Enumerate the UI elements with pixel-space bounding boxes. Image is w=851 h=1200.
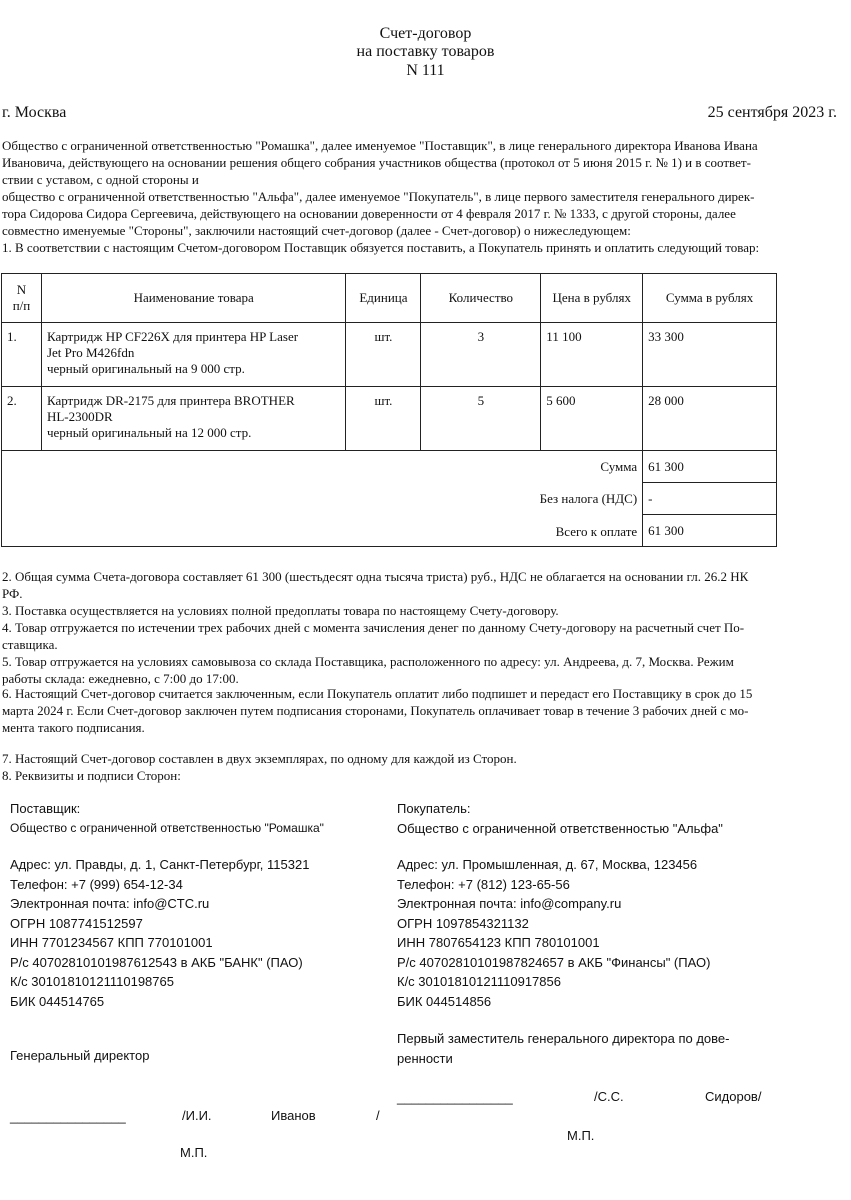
supplier-heading: Поставщик: (10, 801, 81, 816)
clause-2 (2, 568, 838, 602)
intro-paragraph (2, 137, 838, 256)
supplier-account: Р/с 40702810101987612543 в АКБ "БАНК" (ПАО) (10, 954, 303, 970)
clause-line: марта 2024 г. Если Счет-договор заключен путем подписания сторонами, Покупатель оплачивает товар в течение 3 рабочих дней с мо- (2, 703, 749, 718)
document-title: Счет-договор (379, 25, 472, 42)
buyer-surname: Сидоров/ (705, 1089, 762, 1104)
buyer-inn-kpp: ИНН 7807654123 КПП 780101001 (397, 935, 600, 950)
clause-7 (2, 750, 838, 767)
buyer-seal: М.П. (567, 1128, 595, 1143)
clause-line: 5. Товар отгружается на условиях самовывоза со склада Поставщика, расположенного по адресу: ул. Андреева, д. 7, Москва. Режим (2, 654, 734, 669)
clause-line: ставщика. (2, 637, 58, 652)
row-number: 1. (2, 323, 42, 387)
intro-line: 1. В соответствии с настоящим Счетом-договором Поставщик обязуется поставить, а Покупатель принять и оплатить следующий товар: (2, 240, 760, 255)
item-name-line: черный оригинальный на 12 000 стр. (46, 425, 252, 440)
buyer-email: Электронная почта: info@company.ru (397, 896, 622, 911)
intro-line: общество с ограниченной ответственностью "Альфа", далее именуемое "Покупатель", в лице первого заместителя генерального дирек- (2, 189, 755, 204)
clause-line: 4. Товар отгружается по истечении трех рабочих дней с момента зачисления денег по данному Счету-договору на расчетный счет По- (2, 620, 745, 635)
table-row (2, 323, 777, 387)
tax-value: - (643, 483, 777, 515)
document-subtitle: на поставку товаров (356, 43, 495, 60)
row-price: 11 100 (541, 323, 643, 387)
clause-line: 3. Поставка осуществляется на условиях полной предоплаты товара по настоящему Счету-договору. (2, 603, 559, 618)
grand-total-row (2, 515, 777, 547)
header-price: Цена в рублях (541, 274, 643, 323)
grand-total-label: Всего к оплате (2, 515, 643, 547)
row-item-name (41, 323, 346, 387)
tax-row (2, 483, 777, 515)
header-name: Наименование товара (41, 274, 346, 323)
row-item-name (41, 387, 346, 451)
row-sum: 28 000 (643, 387, 777, 451)
clause-4 (2, 619, 838, 653)
clause-line: 6. Настоящий Счет-договор считается заключенным, если Покупатель оплатит либо подпишет и передаст его Поставщику в срок до 15 (2, 686, 753, 701)
header-number: N п/п (2, 274, 42, 323)
document-date: 25 сентября 2023 г. (707, 104, 837, 121)
buyer-ogrn: ОГРН 1097854321132 (397, 915, 529, 931)
row-price: 5 600 (541, 387, 643, 451)
header-sum: Сумма в рублях (643, 274, 777, 323)
clause-3 (2, 602, 838, 619)
item-name-line: Картридж DR-2175 для принтера BROTHER (46, 393, 295, 408)
supplier-block (10, 799, 380, 1011)
grand-total-value: 61 300 (643, 515, 777, 547)
intro-line: Ивановича, действующего на основании решения общего собрания участников общества (протокол от 5 июня 2015 г. № 1) и в соответ- (2, 155, 751, 170)
clause-line: 7. Настоящий Счет-договор составлен в двух экземплярах, по одному для каждой из Сторон. (2, 751, 517, 766)
supplier-name: Общество с ограниченной ответственностью "Ромашка" (10, 820, 324, 835)
buyer-phone: Телефон: +7 (812) 123-65-56 (397, 876, 570, 892)
clause-line: 8. Реквизиты и подписи Сторон: (2, 768, 181, 783)
supplier-slash: / (376, 1108, 380, 1123)
row-quantity: 3 (421, 323, 541, 387)
supplier-surname: Иванов (271, 1108, 316, 1123)
clause-line: РФ. (2, 586, 23, 601)
header-unit: Единица (346, 274, 421, 323)
intro-line: ствии с уставом, с одной стороны и (2, 172, 199, 187)
row-number: 2. (2, 387, 42, 451)
buyer-corr-account: К/с 30101810121110917856 (397, 974, 561, 989)
tax-label: Без налога (НДС) (2, 483, 643, 515)
document-number: N 111 (406, 62, 445, 79)
clause-line: мента такого подписания. (2, 720, 145, 735)
row-unit: шт. (346, 387, 421, 451)
supplier-phone: Телефон: +7 (999) 654-12-34 (10, 876, 183, 892)
supplier-signature-line: ________________ (10, 1109, 126, 1124)
buyer-initials: /С.С. (594, 1089, 624, 1104)
buyer-bik: БИК 044514856 (397, 993, 492, 1009)
buyer-heading: Покупатель: (397, 801, 471, 816)
buyer-position-line: Первый заместитель генерального директора по дове- (397, 1031, 730, 1046)
buyer-signature-line: ________________ (397, 1090, 513, 1105)
supplier-bik: БИК 044514765 (10, 993, 105, 1009)
supplier-email: Электронная почта: info@CTC.ru (10, 896, 210, 911)
buyer-position (397, 1029, 817, 1068)
clause-5 (2, 653, 838, 687)
supplier-corr-account: К/с 30101810121110198765 (10, 974, 174, 989)
item-name-line: Картридж HP CF226X для принтера HP Laser (46, 329, 299, 344)
supplier-ogrn: ОГРН 1087741512597 (10, 915, 143, 931)
row-sum: 33 300 (643, 323, 777, 387)
buyer-account: Р/с 40702810101987824657 в АКБ "Финансы" (ПАО) (397, 954, 711, 970)
table-row (2, 387, 777, 451)
buyer-address: Адрес: ул. Промышленная, д. 67, Москва, 123456 (397, 857, 698, 872)
item-name-line: HL-2300DR (46, 409, 113, 424)
goods-table (1, 273, 777, 547)
total-row (2, 451, 777, 483)
total-label: Сумма (2, 451, 643, 483)
table-header-row (2, 274, 777, 323)
intro-line: Общество с ограниченной ответственностью "Ромашка", далее именуемое "Поставщик", в лице генерального директора Иванова Ивана (2, 138, 758, 153)
buyer-name: Общество с ограниченной ответственностью "Альфа" (397, 820, 723, 836)
intro-line: совместно именуемые "Стороны", заключили настоящий счет-договор (далее - Счет-договор) о нижеследующем: (2, 223, 631, 238)
clause-8 (2, 767, 838, 784)
city: г. Москва (2, 104, 67, 121)
clause-6 (2, 685, 838, 736)
header-quantity: Количество (421, 274, 541, 323)
supplier-seal: М.П. (180, 1145, 208, 1160)
supplier-initials: /И.И. (182, 1108, 212, 1123)
clause-line: 2. Общая сумма Счета-договора составляет 61 300 (шестьдесят одна тысяча триста) руб., НДС не облагается на основании гл. 26.2 НК (2, 569, 749, 584)
row-unit: шт. (346, 323, 421, 387)
item-name-line: черный оригинальный на 9 000 стр. (46, 361, 245, 376)
supplier-position: Генеральный директор (10, 1048, 150, 1063)
clause-line: работы склада: ежедневно, с 7:00 до 17:00. (2, 671, 239, 686)
intro-line: тора Сидорова Сидора Сергеевича, действующего на основании доверенности от 4 февраля 2017 г. № 1333, с другой стороны, далее (2, 206, 736, 221)
supplier-address: Адрес: ул. Правды, д. 1, Санкт-Петербург, 115321 (10, 857, 310, 872)
total-value: 61 300 (643, 451, 777, 483)
buyer-position-line: ренности (397, 1050, 453, 1066)
buyer-block (397, 799, 817, 1011)
supplier-inn-kpp: ИНН 7701234567 КПП 770101001 (10, 935, 213, 950)
row-quantity: 5 (421, 387, 541, 451)
item-name-line: Jet Pro M426fdn (46, 345, 135, 360)
